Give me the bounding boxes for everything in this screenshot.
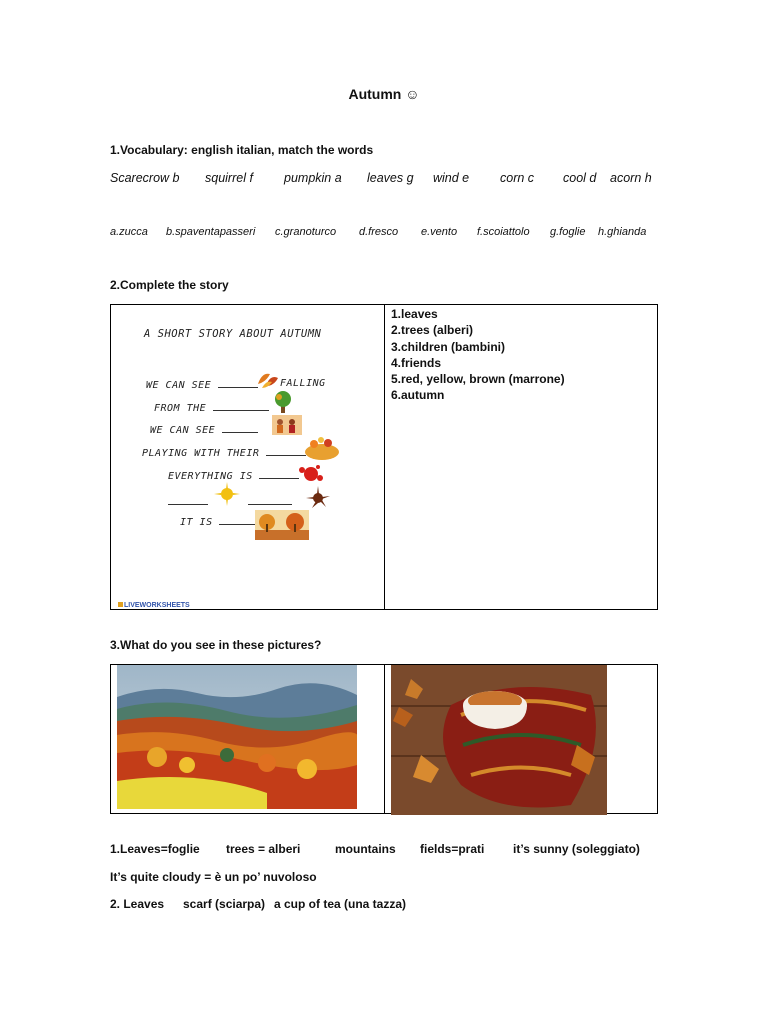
story-text: WE CAN SEE <box>146 380 212 391</box>
yellow-splash-icon <box>214 482 240 506</box>
answer-line-1d: fields=prati <box>420 842 485 856</box>
story-line-6 <box>168 492 208 510</box>
english-word: wind e <box>433 171 470 185</box>
story-line-6b <box>248 492 292 510</box>
italian-word: g.foglie <box>550 226 586 238</box>
answers-list <box>391 306 565 404</box>
answer-line-3b: scarf (sciarpa) <box>183 897 266 911</box>
story-blank <box>248 495 292 505</box>
children-icon <box>272 415 302 435</box>
section2-heading: 2.Complete the story <box>110 278 229 292</box>
story-text: IT IS <box>180 517 213 528</box>
italian-word: a.zucca <box>110 226 148 238</box>
tea-scarf-image <box>391 665 607 815</box>
autumn-scene-icon <box>255 510 309 540</box>
answer-item: 2.trees (alberi) <box>391 323 474 338</box>
story-text: EVERYTHING IS <box>168 471 253 482</box>
answer-line-1c: mountains <box>335 842 396 856</box>
english-word: cool d <box>563 171 597 185</box>
italian-word: e.vento <box>421 226 458 238</box>
story-line-1 <box>146 378 258 391</box>
table-divider <box>384 665 385 813</box>
english-word: corn c <box>500 171 535 185</box>
story-title: A SHORT STORY ABOUT AUTUMN <box>144 328 322 340</box>
answer-line-1a: 1.Leaves=foglie <box>110 842 200 856</box>
brown-splash-icon <box>306 486 330 510</box>
story-blank <box>218 378 258 388</box>
story-line-2 <box>154 401 269 414</box>
page-title: Autumn ☺ <box>348 86 420 102</box>
story-text: FROM THE <box>154 403 207 414</box>
story-line-4 <box>142 446 306 459</box>
answer-item: 6.autumn <box>391 388 445 403</box>
story-blank <box>219 515 259 525</box>
answer-line-3a: 2. Leaves <box>110 897 165 911</box>
story-blank <box>168 495 208 505</box>
story-text: PLAYING WITH THEIR <box>142 448 260 459</box>
story-line-5 <box>168 469 299 482</box>
watermark <box>118 602 190 609</box>
story-worksheet-image <box>112 306 384 609</box>
answer-line-1b: trees = alberi <box>226 842 301 856</box>
english-word: acorn h <box>610 171 652 185</box>
watermark-text: LIVEWORKSHEETS <box>124 602 190 609</box>
italian-word: f.scoiattolo <box>477 226 530 238</box>
story-line-3 <box>150 423 258 436</box>
answer-line-1e: it’s sunny (soleggiato) <box>513 842 640 856</box>
story-blank <box>213 401 269 411</box>
italian-word: c.granoturco <box>275 226 337 238</box>
section3-heading: 3.What do you see in these pictures? <box>110 638 322 652</box>
answer-item: 1.leaves <box>391 307 438 321</box>
pictures-table <box>110 664 658 814</box>
friends-icon <box>304 434 340 460</box>
story-text: FALLING <box>280 378 326 389</box>
table-divider <box>384 305 385 609</box>
italian-word: d.fresco <box>359 226 399 238</box>
story-line-7 <box>180 515 259 528</box>
tree-icon <box>272 390 294 414</box>
autumn-landscape-image <box>117 665 357 809</box>
leaves-icon <box>256 370 280 390</box>
answer-line-3c: a cup of tea (una tazza) <box>274 897 407 911</box>
story-blank <box>222 423 258 433</box>
answer-item: 5.red, yellow, brown (marrone) <box>391 372 565 387</box>
red-splash-icon <box>298 464 324 484</box>
italian-word: b.spaventapasseri <box>166 226 256 238</box>
english-word: squirrel f <box>205 171 253 185</box>
watermark-icon <box>118 602 123 607</box>
section1-heading: 1.Vocabulary: english italian, match the words <box>110 143 374 157</box>
english-word: Scarecrow b <box>110 171 180 185</box>
answer-item: 3.children (bambini) <box>391 339 506 354</box>
story-table <box>110 304 658 610</box>
story-text: WE CAN SEE <box>150 425 216 436</box>
english-word: leaves g <box>367 171 414 185</box>
english-word: pumpkin a <box>284 171 342 185</box>
story-blank <box>259 469 299 479</box>
answer-item: 4.friends <box>391 355 442 370</box>
answer-line-2: It’s quite cloudy = è un po’ nuvoloso <box>110 870 317 884</box>
italian-word: h.ghianda <box>598 226 647 238</box>
story-blank <box>266 446 306 456</box>
